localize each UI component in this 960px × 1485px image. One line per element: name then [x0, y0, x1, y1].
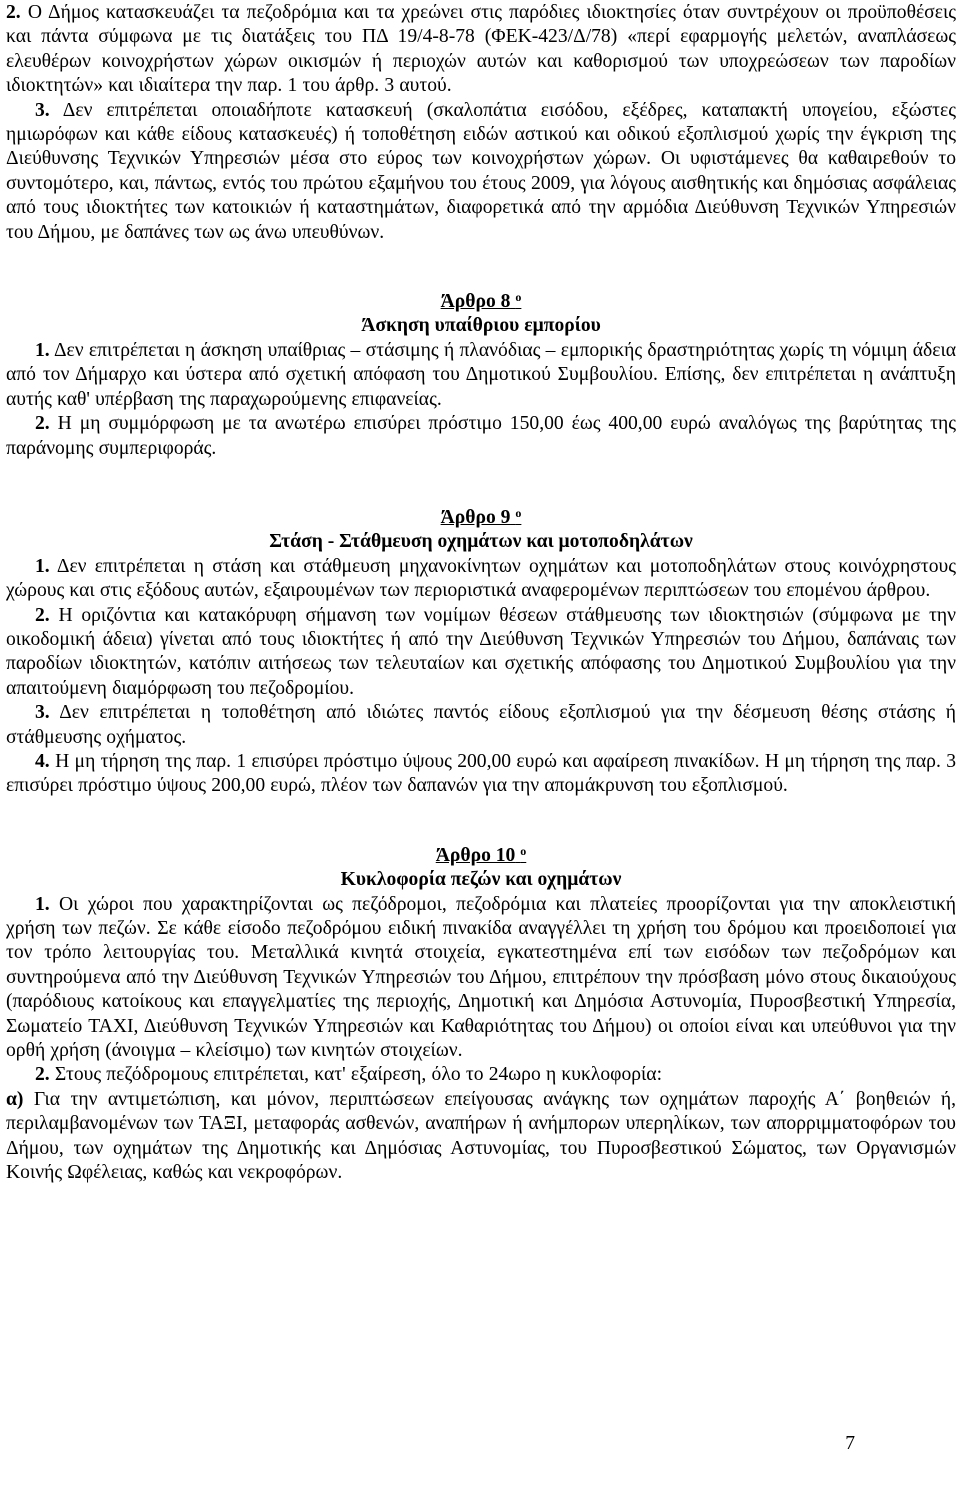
- ordinal-superscript: ο: [515, 290, 522, 305]
- ordinal-superscript: ο: [520, 843, 527, 858]
- paragraph-text: Στους πεζόδρομους επιτρέπεται, κατ' εξαίρεση, όλο το 24ωρο η κυκλοφορία:: [54, 1064, 663, 1086]
- paragraph-number: 3.: [35, 99, 50, 121]
- article-title: [6, 506, 956, 530]
- paragraph-text: Η μη τήρηση της παρ. 1 επισύρει πρόστιμο ύψους 200,00 ευρώ και αφαίρεση πινακίδων. Η μη τήρηση της παρ. 3 επισύρει πρόστιμο ύψους 200,00 ευρώ, πλέον των δαπανών για την απομάκρυνση του εξοπλισμού.: [6, 750, 957, 797]
- paragraph-number: 4.: [35, 750, 50, 772]
- article-9-paragraph-4: [6, 750, 956, 799]
- article-10-paragraph-1: [6, 893, 956, 1064]
- article-subtitle: Κυκλοφορία πεζών και οχημάτων: [340, 869, 622, 891]
- paragraph-number: 3.: [35, 702, 50, 724]
- article-8-paragraph-1: [6, 339, 956, 412]
- paragraph-text: Δεν επιτρέπεται η τοποθέτηση από ιδιώτες παντός είδους εξοπλισμού για την δέσμευση θέσης στάσης ή στάθμευσης οχήματος.: [6, 702, 956, 748]
- paragraph-number: 1.: [35, 555, 50, 577]
- page-content: [6, 1, 956, 1185]
- paragraph-number: 2.: [35, 413, 50, 435]
- paragraph-text: Η οριζόντια και κατακόρυφη σήμανση των νομίμων θέσεων στάθμευσης των ιδιοκτησιών (σύμφωνα με την οικοδομική άδεια) γίνεται από τους ιδιοκτήτες ή από την Διεύθυνση Τεχνικών Υπηρεσιών του Δήμου, δαπάναις των παροδίων ιδιοκτητών, κατόπιν αιτήσεως των τελευταίων και σχετικής απόφασης του Δημοτικού Συμβουλίου για την απαιτούμενη διαμόρφωση του πεζοδρομίου.: [6, 604, 956, 699]
- article-title-text: Άρθρο 9: [440, 506, 511, 528]
- paragraph-number: 2.: [35, 1064, 50, 1086]
- paragraph-number: 1.: [35, 339, 50, 361]
- paragraph-number: 2.: [6, 2, 21, 23]
- article-9-paragraph-1: [6, 555, 956, 604]
- paragraph-text: Δεν επιτρέπεται η άσκηση υπαίθριας – στάσιμης ή πλανόδιας – εμπορικής δραστηριότητας χωρίς τη νόμιμη άδεια από τον Δήμαρχο και ύστερα από σχετική απόφαση του Δημοτικού Συμβουλίου. Επίσης, δεν επιτρέπεται η ανάπτυξη αυτής καθ' υπέρβαση της παραχωρούμενης επιφανείας.: [6, 339, 956, 410]
- paragraph-text: Οι χώροι που χαρακτηρίζονται ως πεζόδρομοι, πεζοδρόμια και πλατείες προορίζονται για την αποκλειστική χρήση των πεζών. Σε κάθε είσοδο πεζοδρόμου ειδική πινακίδα αναγγέλλει τη χρήση του δρόμου και προειδοποιεί για τον τρόπο λειτουργίας του. Μεταλλικά κινητά στοιχεία, εγκατεστημένα επί των εισόδων των πεζοδρόμων και συντηρούμενα από την Διεύθυνση Τεχνικών Υπηρεσιών του Δήμου, επιτρέπουν την πρόσβαση μόνο στους δικαιούχους (παρόδιους κατοίκους και επαγγελματίες της περιοχής, Δημοτική και Δημόσια Αστυνομία, Πυροσβεστική Υπηρεσία, Σωματείο ΤΑΧΙ, Διεύθυνση Τεχνικών Υπηρεσιών και Καθαριότητας του Δήμου) οι οποίοι είναι και υπεύθυνοι για την ορθή χρήση (άνοιγμα – κλείσιμο) των κινητών στοιχείων.: [6, 893, 956, 1062]
- article-8-heading: [6, 290, 956, 339]
- article-title-text: Άρθρο 10: [435, 844, 516, 866]
- article-10-heading: [6, 844, 956, 893]
- paragraph-number: 1.: [35, 893, 50, 915]
- paragraph-3: [6, 99, 956, 245]
- article-8-paragraph-2: [6, 412, 956, 461]
- paragraph-text: Ο Δήμος κατασκευάζει τα πεζοδρόμια και τα χρεώνει στις παρόδιες ιδιοκτησίες όταν συντρέχουν οι προϋποθέσεις και πάντα σύμφωνα με τις διατάξεις του ΠΔ 19/4-8-78 (ΦΕΚ-423/Δ/78) «περί εφαρμογής μελετών, αναπλάσεως ελευθέρων κοινοχρήστων χώρων οικισμών ή περιοχών αυτών και καθορισμού των υποχρεώσεων των παροδίων ιδιοκτητών» και ιδιαίτερα την παρ. 1 του άρθρ. 3 αυτού.: [6, 2, 957, 97]
- article-9-heading: [6, 506, 956, 555]
- article-9-paragraph-2: [6, 604, 956, 702]
- paragraph-text: Δεν επιτρέπεται η στάση και στάθμευση μηχανοκίνητων οχημάτων και μοτοποδηλάτων στους κοινόχρηστους χώρους και στις εξόδους αυτών, εξαιρουμένων των περιοριστικά αναφερομένων περιπτώσεων του επομένου άρθρου.: [6, 555, 956, 602]
- ordinal-superscript: ο: [515, 505, 522, 520]
- article-title-text: Άρθρο 8: [440, 291, 511, 313]
- article-title: [6, 844, 956, 868]
- paragraph-text: Η μη συμμόρφωση με τα ανωτέρω επισύρει πρόστιμο 150,00 έως 400,00 ευρώ αναλόγως της βαρύτητας της παράνομης συμπεριφοράς.: [6, 413, 956, 459]
- paragraph-text: Για την αντιμετώπιση, και μόνον, περιπτώσεων επείγουσας ανάγκης των οχημάτων παροχής Α΄ βοηθειών ή, περιλαμβανομένων των ΤΑΞΙ, μεταφοράς ασθενών, αναπήρων ή ανήμπορων υπερηλίκων, των απορριμματοφόρων του Δήμου, των οχημάτων της Δημοτικής και Δημόσιας Αστυνομίας, του Πυροσβεστικού Σώματος, των Οργανισμών Κοινής Ωφέλειας, καθώς και νεκροφόρων.: [6, 1088, 957, 1184]
- paragraph-number: 2.: [35, 604, 50, 626]
- article-10-item-a: [6, 1088, 956, 1186]
- page-number: 7: [845, 1433, 855, 1454]
- article-10-paragraph-2: [6, 1063, 956, 1087]
- article-9-paragraph-3: [6, 701, 956, 750]
- article-subtitle: Στάση - Στάθμευση οχημάτων και μοτοποδηλάτων: [269, 531, 693, 553]
- item-marker: α): [6, 1088, 24, 1110]
- paragraph-2: [6, 1, 956, 99]
- paragraph-text: Δεν επιτρέπεται οποιαδήποτε κατασκευή (σκαλοπάτια εισόδου, εξέδρες, καταπακτή υπογείου, εξώστες ημιωρόφων και κάθε είδους κατασκευές) ή τοποθέτηση ειδών αστικού και οδικού εξοπλισμού χωρίς την έγκριση της Διεύθυνσης Τεχνικών Υπηρεσιών μέσα στο εύρος των κοινοχρήστων χώρων. Οι υφιστάμενες θα καθαιρεθούν το συντομότερο, και, πάντως, εντός του πρώτου εξαμήνου του έτους 2009, για λόγους αισθητικής και δημόσιας ασφάλειας από τους ιδιοκτήτες των κατοικιών ή καταστημάτων, διαφορετικά από την αρμόδια Διεύθυνση Τεχνικών Υπηρεσιών του Δήμου, με δαπάνες των ως άνω υπευθύνων.: [6, 99, 956, 243]
- article-title: [6, 290, 956, 314]
- article-subtitle: Άσκηση υπαίθριου εμπορίου: [361, 315, 601, 337]
